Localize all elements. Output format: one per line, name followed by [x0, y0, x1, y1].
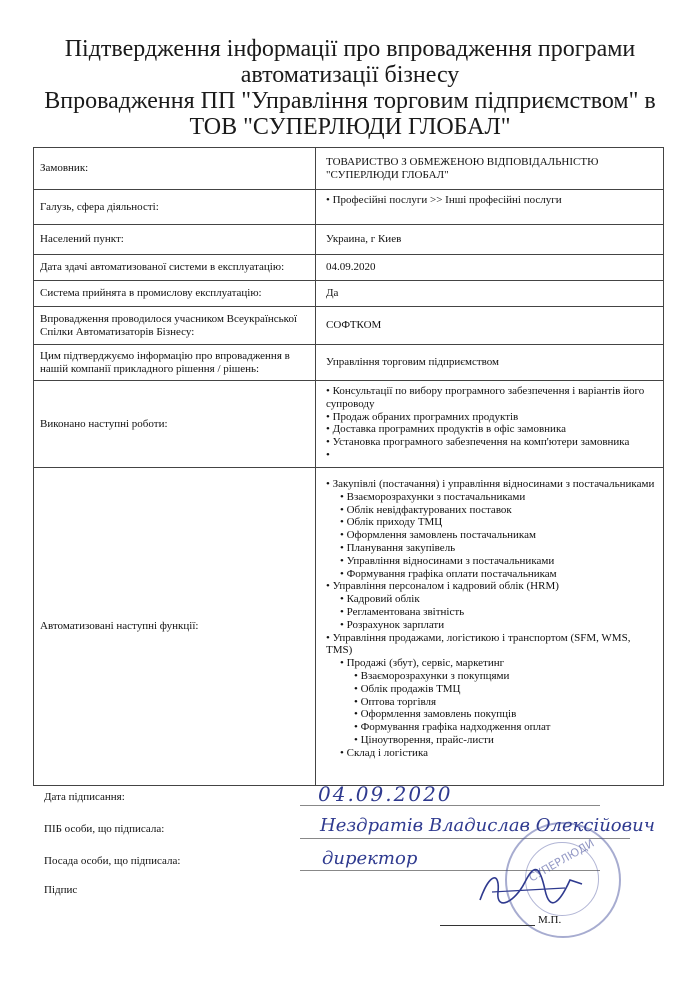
row-label: Система прийнята в промислову експлуатацію:: [34, 281, 316, 307]
name-handwritten: Нездратів Владислав Олексійович: [320, 815, 655, 836]
works-item: • Продаж обраних програмних продуктів: [326, 410, 519, 423]
row-label: Галузь, сфера діяльності:: [34, 190, 316, 225]
stamp-line: [440, 925, 535, 926]
date-label: Дата підписання:: [44, 791, 125, 803]
row-label: Цим підтверджуємо інформацію про впровадження в нашій компанії прикладного рішення / рішень:: [34, 345, 316, 381]
works-item: • Доставка програмних продуктів в офіс замовника: [326, 423, 567, 436]
table-row: [34, 148, 664, 190]
functions-label: Автоматизовані наступні функції:: [34, 468, 316, 786]
row-value: • Професійні послуги >> Інші професійні послуги: [316, 190, 664, 225]
mp-label: М.П.: [538, 914, 562, 926]
works-item: • Консультації по вибору програмного забезпечення і варіантів його супроводу: [326, 385, 645, 410]
row-value: Управління торговим підприємством: [316, 345, 664, 381]
function-item: • Управління продажами, логістикою і транспортом (SFM, WMS, TMS): [326, 631, 631, 657]
function-item: • Закупівлі (постачання) і управління відносинами з постачальниками: [326, 478, 655, 490]
row-label: Дата здачі автоматизованої системи в експлуатацію:: [34, 255, 316, 281]
title-line-2: автоматизації бізнесу: [240, 62, 460, 88]
table-row: [34, 281, 664, 307]
row-value: Да: [316, 281, 664, 307]
row-value: Украина, г Киев: [316, 225, 664, 255]
function-item: • Розрахунок зарплати: [340, 618, 445, 631]
signature-label: Підпис: [44, 884, 78, 896]
function-item: • Склад і логістика: [340, 746, 428, 759]
function-item: • Планування закупівель: [340, 541, 456, 554]
position-handwritten: директор: [322, 848, 418, 869]
company-stamp: [505, 822, 621, 938]
function-item: • Управління відносинами з постачальниками: [340, 554, 555, 567]
function-item: • Ціноутворення, прайс-листи: [354, 733, 494, 746]
info-table: [33, 147, 664, 786]
function-item: • Кадровий облік: [340, 593, 420, 606]
title-line-3: Впровадження ПП "Управління торговим підприємством" в: [44, 88, 656, 114]
row-label: Населений пункт:: [34, 225, 316, 255]
works-list: [326, 385, 657, 462]
table-row: [34, 225, 664, 255]
function-item: • Регламентована звітність: [340, 605, 465, 618]
works-item: • Установка програмного забезпечення на комп'ютери замовника: [326, 436, 630, 449]
row-label: Впровадження проводилося учасником Всеукраїнської Спілки Автоматизаторів Бізнесу:: [34, 307, 316, 345]
row-label: Замовник:: [34, 148, 316, 190]
table-row: [34, 468, 664, 786]
table-row: [34, 190, 664, 225]
function-item: • Продажі (збут), сервіс, маркетинг: [340, 657, 505, 670]
title-line-1: Підтвердження інформації про впровадження програми: [64, 36, 636, 62]
function-item: • Оформлення замовлень постачальникам: [340, 529, 536, 542]
title-line-4: ТОВ "СУПЕРЛЮДИ ГЛОБАЛ": [189, 114, 511, 140]
name-label: ПІБ особи, що підписала:: [44, 823, 165, 835]
table-row: [34, 381, 664, 468]
functions-cell: [316, 468, 664, 786]
row-value: 04.09.2020: [316, 255, 664, 281]
function-item: • Взаєморозрахунки з постачальниками: [340, 490, 526, 503]
function-item: • Взаєморозрахунки з покупцями: [354, 669, 510, 682]
position-label: Посада особи, що підписала:: [44, 855, 181, 867]
function-item: • Оптова торгівля: [354, 695, 437, 708]
stamp-text: СУПЕРЛЮДИ: [526, 836, 597, 885]
document-title: [20, 36, 680, 140]
function-item: • Облік приходу ТМЦ: [340, 516, 443, 529]
works-item: •: [326, 448, 330, 461]
works-label: Виконано наступні роботи:: [34, 381, 316, 468]
table-row: [34, 345, 664, 381]
table-row: [34, 307, 664, 345]
row-value: ТОВАРИСТВО З ОБМЕЖЕНОЮ ВІДПОВІДАЛЬНІСТЮ "СУПЕРЛЮДИ ГЛОБАЛ": [316, 148, 664, 190]
table-row: [34, 255, 664, 281]
function-item: • Облік продажів ТМЦ: [354, 682, 461, 695]
row-value: СОФТКОМ: [316, 307, 664, 345]
function-item: • Формування графіка надходження оплат: [354, 721, 551, 734]
function-item: • Управління персоналом і кадровий облік (HRM): [326, 580, 559, 593]
function-item: • Оформлення замовлень покупців: [354, 708, 517, 721]
functions-list: [326, 478, 657, 760]
function-item: • Облік невідфактурованих поставок: [340, 503, 512, 516]
works-cell: [316, 381, 664, 468]
date-handwritten: 04.09.2020: [318, 782, 453, 806]
date-line: [300, 805, 600, 806]
function-item: • Формування графіка оплати постачальникам: [340, 567, 557, 580]
